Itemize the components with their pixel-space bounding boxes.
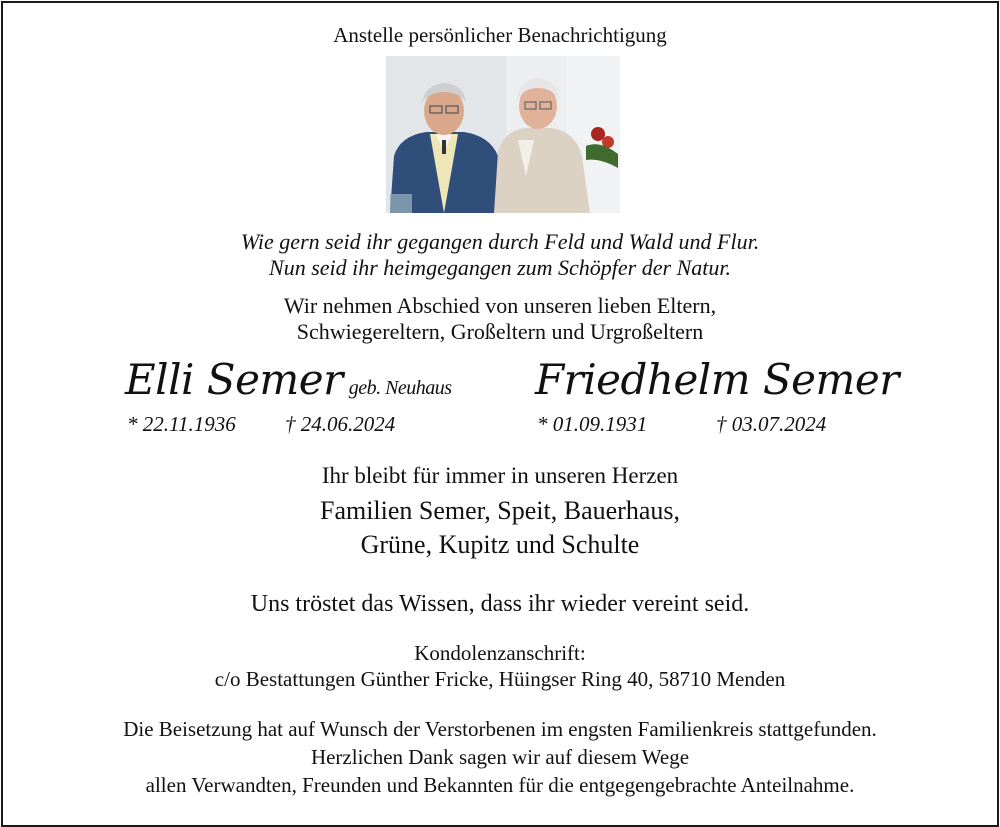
death-date: † 03.07.2024 [716,412,827,436]
poem-line: Nun seid ihr heimgegangen zum Schöpfer der Natur. [269,255,731,280]
maiden-name: geb. Neuhaus [348,377,452,399]
closing-text [3,715,997,799]
couple-photo-illustration [386,56,620,213]
birth-date: * 22.11.1936 [127,412,236,436]
condolence-address-block [3,640,997,692]
closing-line: allen Verwandten, Freunden und Bekannten für die entgegengebrachte Anteilnahme. [145,773,855,797]
intro-line: Wir nehmen Abschied von unseren lieben Eltern, [283,293,717,318]
families-line: Grüne, Kupitz und Schulte [360,530,640,559]
intro-line: Schwiegereltern, Großeltern und Urgroßeltern [296,319,704,344]
hearts-line: Ihr bleibt für immer in unseren Herzen [321,463,679,488]
families-line: Familien Semer, Speit, Bauerhaus, [319,496,680,525]
condolence-address: c/o Bestattungen Günther Fricke, Hüingser Ring 40, 58710 Menden [214,667,786,691]
couple-photo [386,56,620,213]
deceased-name-elli [125,355,452,404]
deceased-name: Friedhelm Semer [535,355,899,404]
comfort-line: Uns tröstet das Wissen, dass ihr wieder vereint seid. [250,591,750,617]
death-date: † 24.06.2024 [285,412,396,436]
closing-line: Die Beisetzung hat auf Wunsch der Verstorbenen im engsten Familienkreis stattgefunden. [123,717,877,741]
poem [3,229,997,281]
deceased-name-friedhelm [535,355,899,404]
birth-date: * 01.09.1931 [537,412,648,436]
notice-header: Anstelle persönlicher Benachrichtigung [333,23,667,47]
deceased-name: Elli Semer [125,355,343,404]
intro-text [3,293,997,345]
closing-line: Herzlichen Dank sagen wir auf diesem Wege [310,745,690,769]
families [3,494,997,562]
obituary-notice [1,1,999,827]
condolence-label: Kondolenzanschrift: [414,641,586,665]
poem-line: Wie gern seid ihr gegangen durch Feld und Wald und Flur. [240,229,760,254]
